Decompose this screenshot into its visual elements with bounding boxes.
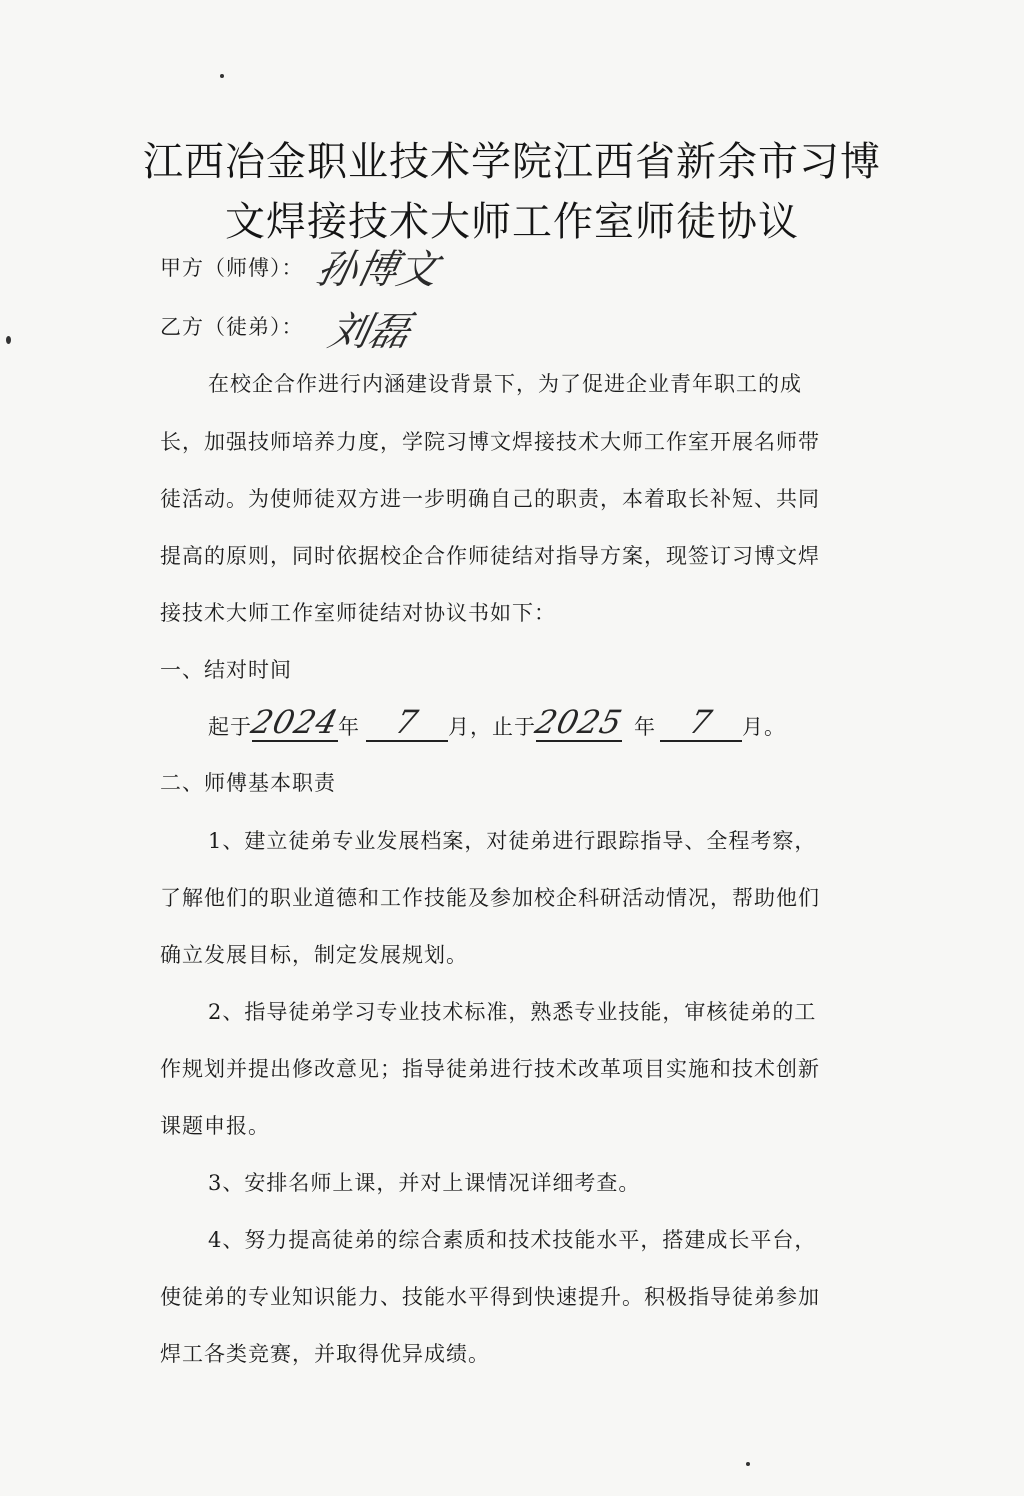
party-a-signature: 孙博文 xyxy=(312,247,443,293)
duty-3-line-1: 3、安排名师上课，并对上课情况详细考查。 xyxy=(208,1171,641,1195)
title-line-1: 江西冶金职业技术学院江西省新余市习博 xyxy=(143,139,881,185)
scan-speck xyxy=(746,1462,750,1466)
section-1-heading: 一、结对时间 xyxy=(160,658,292,682)
scan-speck xyxy=(6,336,11,344)
month-label-1: 月，止于 xyxy=(448,715,536,739)
month-label-2: 月。 xyxy=(742,715,786,739)
start-year-handwritten: 2024 xyxy=(247,703,343,741)
duty-4-line-1: 4、努力提高徒弟的综合素质和技术技能水平，搭建成长平台， xyxy=(208,1228,817,1252)
pairing-period-line xyxy=(208,703,786,742)
duty-4-line-3: 焊工各类竞赛，并取得优异成绩。 xyxy=(160,1342,490,1366)
end-year-blank xyxy=(531,703,627,742)
end-month-handwritten: 7 xyxy=(685,703,717,741)
intro-line-2: 长，加强技师培养力度，学院习博文焊接技术大师工作室开展名师带 xyxy=(160,430,820,454)
duty-1-line-1: 1、建立徒弟专业发展档案，对徒弟进行跟踪指导、全程考察， xyxy=(208,829,817,853)
title-line-2: 文焊接技术大师工作室师徒协议 xyxy=(225,199,799,245)
intro-line-1: 在校企合作进行内涵建设背景下，为了促进企业青年职工的成 xyxy=(208,372,802,396)
party-b-label: 乙方（徒弟）： xyxy=(160,315,304,339)
start-month-blank xyxy=(366,703,448,742)
section-2-heading: 二、师傅基本职责 xyxy=(160,771,336,795)
duty-1-line-3: 确立发展目标，制定发展规划。 xyxy=(160,943,468,967)
start-label: 起于 xyxy=(208,715,252,739)
intro-line-4: 提高的原则，同时依据校企合作师徒结对指导方案，现签订习博文焊 xyxy=(160,544,820,568)
duty-2-line-1: 2、指导徒弟学习专业技术标准，熟悉专业技能，审核徒弟的工 xyxy=(208,1000,817,1024)
duty-1-line-2: 了解他们的职业道德和工作技能及参加校企科研活动情况，帮助他们 xyxy=(160,886,820,910)
intro-line-5: 接技术大师工作室师徒结对协议书如下： xyxy=(160,601,556,625)
year-label-2: 年 xyxy=(634,715,656,739)
party-a-label: 甲方（师傅）： xyxy=(160,256,304,280)
duty-4-line-2: 使徒弟的专业知识能力、技能水平得到快速提升。积极指导徒弟参加 xyxy=(160,1285,820,1309)
start-year-blank xyxy=(247,703,343,742)
duty-2-line-3: 课题申报。 xyxy=(160,1114,270,1138)
end-year-handwritten: 2025 xyxy=(531,703,627,741)
scan-speck xyxy=(220,74,224,78)
party-b-signature: 刘磊 xyxy=(324,309,415,355)
start-month-handwritten: 7 xyxy=(391,703,423,741)
end-month-blank xyxy=(660,703,742,742)
year-label-1: 年 xyxy=(338,715,360,739)
intro-line-3: 徒活动。为使师徒双方进一步明确自己的职责，本着取长补短、共同 xyxy=(160,487,820,511)
duty-2-line-2: 作规划并提出修改意见；指导徒弟进行技术改革项目实施和技术创新 xyxy=(160,1057,820,1081)
